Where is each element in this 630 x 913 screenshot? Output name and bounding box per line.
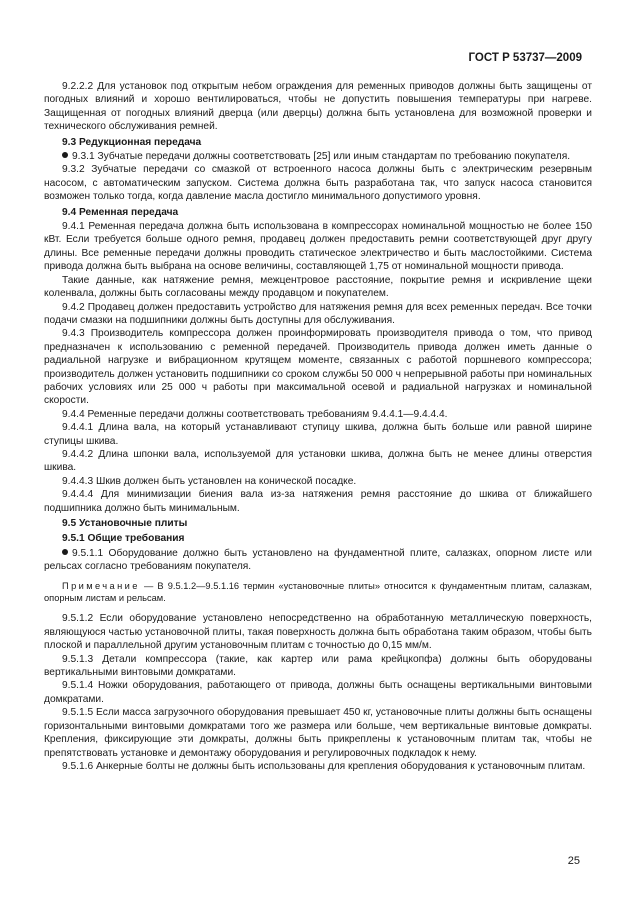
document-header: ГОСТ Р 53737—2009 [468, 52, 582, 64]
paragraph-9-2-2-2: 9.2.2.2 Для установок под открытым небом ограждения для ременных приводов должны быть защищены от погодных влияний и хорошо вентилироваться, чтобы не допустить повышения температуры при нагреве. Защищенная от погодных влияний дверца (или дверцы) должна быть установлена для возможной проверки и технического обслуживания ремней. [44, 81, 592, 133]
paragraph-9-5-1-1-text: 9.5.1.1 Оборудование должно быть установлено на фундаментной плите, салазках, опорном листе или рельсах согласно требованиям покупателя. [44, 547, 592, 573]
paragraph-9-5-1-5: 9.5.1.5 Если масса загрузочного оборудования превышает 450 кг, установочные плиты должны быть оснащены горизонтальными винтовыми домкратами того же размера или больше, чем вертикальные винтовые домкраты. Крепления, фиксирующие эти домкраты, должны быть прикреплены к установочным плитам так, чтобы не препятствовать установке и демонтажу оборудования и регулировочных подкладок к нему. [44, 707, 592, 759]
paragraph-9-3-1 [44, 150, 592, 163]
paragraph-9-5-1-3: 9.5.1.3 Детали компрессора (такие, как картер или рама крейцкопфа) должны быть оборудованы вертикальными винтовыми домкратами. [44, 653, 592, 679]
heading-9-3: 9.3 Редукционная передача [62, 136, 202, 148]
paragraph-9-5-1-2: 9.5.1.2 Если оборудование установлено непосредственно на обработанную металлическую поверхность, являющуюся частью установочной плиты, такая поверхность должна быть обработана таким образом, чтобы быть плоской и параллельной другим установочным плитам с точностью до 0,15 мм/м. [44, 613, 592, 652]
paragraph-9-4-2: 9.4.2 Продавец должен предоставить устройство для натяжения ремня для всех ременных передач. Все точки подачи смазки на подшипники должны быть доступны для обслуживания. [44, 301, 592, 326]
paragraph-9-4-4: 9.4.4 Ременные передачи должны соответствовать требованиям 9.4.4.1—9.4.4.4. [62, 408, 448, 420]
note-text: — В 9.5.1.2—9.5.1.16 термин «установочные плиты» относится к фундаментным плитам, салазкам, опорным листам и рельсам. [44, 580, 592, 604]
paragraph-9-4-4-1: 9.4.4.1 Длина вала, на который устанавливают ступицу шкива, должна быть больше или равной ширине ступицы шкива. [44, 422, 592, 447]
page-number: 25 [567, 855, 580, 867]
heading-9-5: 9.5 Установочные плиты [62, 518, 188, 529]
note-label: Примечание [62, 580, 140, 591]
paragraph-9-3-2: 9.3.2 Зубчатые передачи со смазкой от встроенного насоса должны быть с электрическим резервным насосом, с автоматическим запуском. Система должна быть разработана так, что запуск насоса становится возможен только тогда, когда давление масла достигло минимального допустимого уровня. [44, 164, 592, 203]
paragraph-9-4-3: 9.4.3 Производитель компрессора должен проинформировать производителя привода о том, что привод предназначен к использованию с ременной передачей. Производитель привода должен иметь данные о радиальной нагрузке и вибрационном крутящем моменте, связанных с работой поршневого компрессора; производитель должен установить подшипники со сроком службы 50 000 ч непрерывной работы при номинальных рабочих условиях или 25 000 ч работы при максимальной осевой и радиальной нагрузках и номинальной скорости. [44, 328, 592, 407]
paragraph-9-4-1: 9.4.1 Ременная передача должна быть использована в компрессорах номинальной мощностью не более 150 кВт. Если требуется больше одного ремня, продавец должен предоставить ремни соответствующей друг другу длины. Все ременные передачи должны проводить статическое электричество и быть маслостойкими. Система привода должна быть выбрана на основе величины, составляющей 1,75 от номинальной мощности привода. [44, 221, 592, 273]
heading-9-5-1: 9.5.1 Общие требования [62, 533, 185, 545]
paragraph-9-3-1-text: 9.3.1 Зубчатые передачи должны соответствовать [25] или иным стандартам по требованию покупателя. [72, 151, 571, 163]
note [44, 580, 592, 605]
bullet-icon [62, 549, 68, 555]
page-body [44, 80, 592, 773]
heading-9-4: 9.4 Ременная передача [62, 206, 179, 218]
paragraph-9-5-1-4: 9.5.1.4 Ножки оборудования, работающего от привода, должны быть оснащены вертикальными винтовыми домкратами. [44, 680, 592, 705]
paragraph-9-5-1-6: 9.5.1.6 Анкерные болты не должны быть использованы для крепления оборудования к установочным плитам. [62, 760, 586, 772]
paragraph-9-4-1b: Такие данные, как натяжение ремня, межцентровое расстояние, покрытие ремня и искривление щеки коленвала, должны быть согласованы между продавцом и покупателем. [44, 274, 592, 300]
paragraph-9-5-1-1 [44, 547, 592, 574]
paragraph-9-4-4-3: 9.4.4.3 Шкив должен быть установлен на конической посадке. [62, 475, 357, 487]
bullet-icon [62, 152, 68, 158]
paragraph-9-4-4-4: 9.4.4.4 Для минимизации биения вала из-за натяжения ремня расстояние до шкива от ближайшего подшипника должно быть минимальным. [44, 489, 592, 514]
paragraph-9-4-4-2: 9.4.4.2 Длина шпонки вала, используемой для установки шкива, должна быть не менее длины отверстия шкива. [44, 448, 592, 474]
